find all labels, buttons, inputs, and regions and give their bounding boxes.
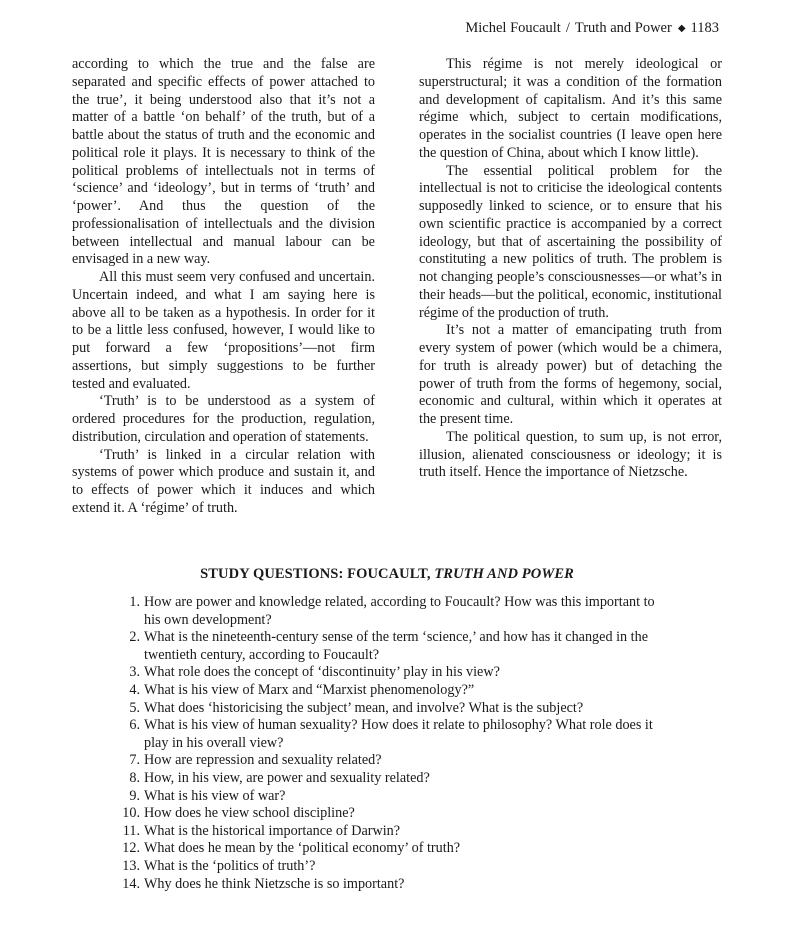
study-question-item: [110, 840, 670, 858]
question-text: What does he mean by the ‘political economy’ of truth?: [144, 840, 461, 857]
right-paragraph-1: This régime is not merely ideological or superstructural; it was a condition of the formation and development of capitalism. And it’s this same régime which, subject to certain modifications, operates in the socialist countries (I leave open here the question of China, about which I know little).: [419, 56, 722, 161]
study-question-item: [110, 594, 670, 629]
question-number: 3.: [129, 664, 140, 681]
running-head-separator: /: [565, 20, 570, 36]
question-text: Why does he think Nietzsche is so important?: [144, 875, 405, 892]
question-number: 6.: [129, 717, 140, 734]
question-text: What is the nineteenth-century sense of the term ‘science,’ and how has it changed in the twentieth century, according to Foucault?: [144, 629, 648, 663]
question-text: How are power and knowledge related, according to Foucault? How was this important to his own development?: [144, 594, 655, 628]
study-question-item: [110, 788, 670, 806]
running-head-arrow-icon: ◆: [677, 23, 686, 34]
question-number: 11.: [122, 822, 140, 839]
question-text: What is his view of human sexuality? How does it relate to philosophy? What role does it play in his overall view?: [144, 717, 653, 751]
left-text-column: [72, 56, 375, 518]
question-text: How, in his view, are power and sexuality related?: [144, 769, 430, 786]
right-paragraph-2: The essential political problem for the intellectual is not to criticise the ideological contents supposedly linked to science, or to ensure that his own scientific practice is accompanied by a correct ideology, but that of ascertaining the possibility of constituting a new politics of truth. The problem is not changing people’s consciousnesses—or what’s in their heads—but the political, economic, institutional régime of the production of truth.: [419, 162, 722, 321]
right-paragraph-4: The political question, to sum up, is not error, illusion, alienated consciousness or ideology; it is truth itself. Hence the importance of Nietzsche.: [419, 428, 722, 481]
running-head-author: Michel Foucault: [465, 20, 561, 36]
question-number: 13.: [122, 857, 140, 874]
study-question-item: [110, 664, 670, 682]
question-text: What does ‘historicising the subject’ mean, and involve? What is the subject?: [144, 699, 584, 716]
question-number: 4.: [129, 681, 140, 698]
right-paragraph-3: It’s not a matter of emancipating truth from every system of power (which would be a chimera, for truth is already power) but of detaching the power of truth from the forms of hegemony, social, economic and cultural, within which it operates at the present time.: [419, 322, 722, 427]
study-question-item: [110, 717, 670, 752]
question-number: 7.: [129, 752, 140, 769]
study-question-item: [110, 700, 670, 718]
study-question-item: [110, 682, 670, 700]
study-questions-section: [0, 566, 794, 892]
question-text: What is the historical importance of Darwin?: [144, 822, 401, 839]
question-number: 12.: [122, 840, 140, 857]
study-question-item: [110, 805, 670, 823]
question-text: How are repression and sexuality related?: [144, 752, 382, 769]
question-number: 2.: [129, 629, 140, 646]
study-heading-italic: TRUTH AND POWER: [434, 566, 574, 582]
question-number: 8.: [129, 769, 140, 786]
running-head: [465, 20, 719, 37]
left-paragraph-4: ‘Truth’ is linked in a circular relation with systems of power which produce and sustain it, and to effects of power which it induces and which extend it. A ‘régime’ of truth.: [72, 446, 375, 516]
question-number: 9.: [129, 787, 140, 804]
question-number: 14.: [122, 875, 140, 892]
study-question-item: [110, 752, 670, 770]
study-question-item: [110, 629, 670, 664]
left-paragraph-3: ‘Truth’ is to be understood as a system of ordered procedures for the production, regulation, distribution, circulation and operation of statements.: [72, 393, 375, 445]
study-question-item: [110, 823, 670, 841]
question-text: How does he view school discipline?: [144, 805, 355, 822]
running-head-title: Truth and Power: [574, 20, 672, 36]
page-number: 1183: [690, 20, 719, 36]
question-text: What role does the concept of ‘discontinuity’ play in his view?: [144, 664, 500, 681]
question-number: 5.: [129, 699, 140, 716]
question-text: What is his view of war?: [144, 787, 286, 804]
question-text: What is his view of Marx and “Marxist phenomenology?”: [144, 681, 475, 698]
question-text: What is the ‘politics of truth’?: [144, 857, 316, 874]
right-text-column: [419, 56, 722, 482]
study-question-item: [110, 858, 670, 876]
study-question-item: [110, 876, 670, 894]
study-questions-heading: [0, 566, 794, 583]
left-paragraph-1: according to which the true and the false are separated and specific effects of power attached to the true’, it being understood also that it’s not a matter of a battle ‘on behalf’ of the truth, but of a battle about the status of truth and the economic and political role it plays. It is necessary to think of the political problems of intellectuals not in terms of ‘science’ and ‘ideology’, but in terms of ‘truth’ and ‘power’. And thus the question of the professionalisation of intellectuals and the division between intellectual and manual labour can be envisaged in a new way.: [72, 56, 375, 268]
study-question-item: [110, 770, 670, 788]
question-number: 10.: [122, 805, 140, 822]
study-questions-list: [110, 594, 670, 893]
left-paragraph-2: All this must seem very confused and uncertain. Uncertain indeed, and what I am saying here is above all to be taken as a hypothesis. In order for it to be a little less confused, however, I would like to put forward a few ‘propositions’—not firm assertions, but simply suggestions to be further tested and evaluated.: [72, 269, 375, 392]
question-number: 1.: [129, 594, 140, 610]
study-heading-prefix: STUDY QUESTIONS: FOUCAULT,: [200, 566, 431, 582]
